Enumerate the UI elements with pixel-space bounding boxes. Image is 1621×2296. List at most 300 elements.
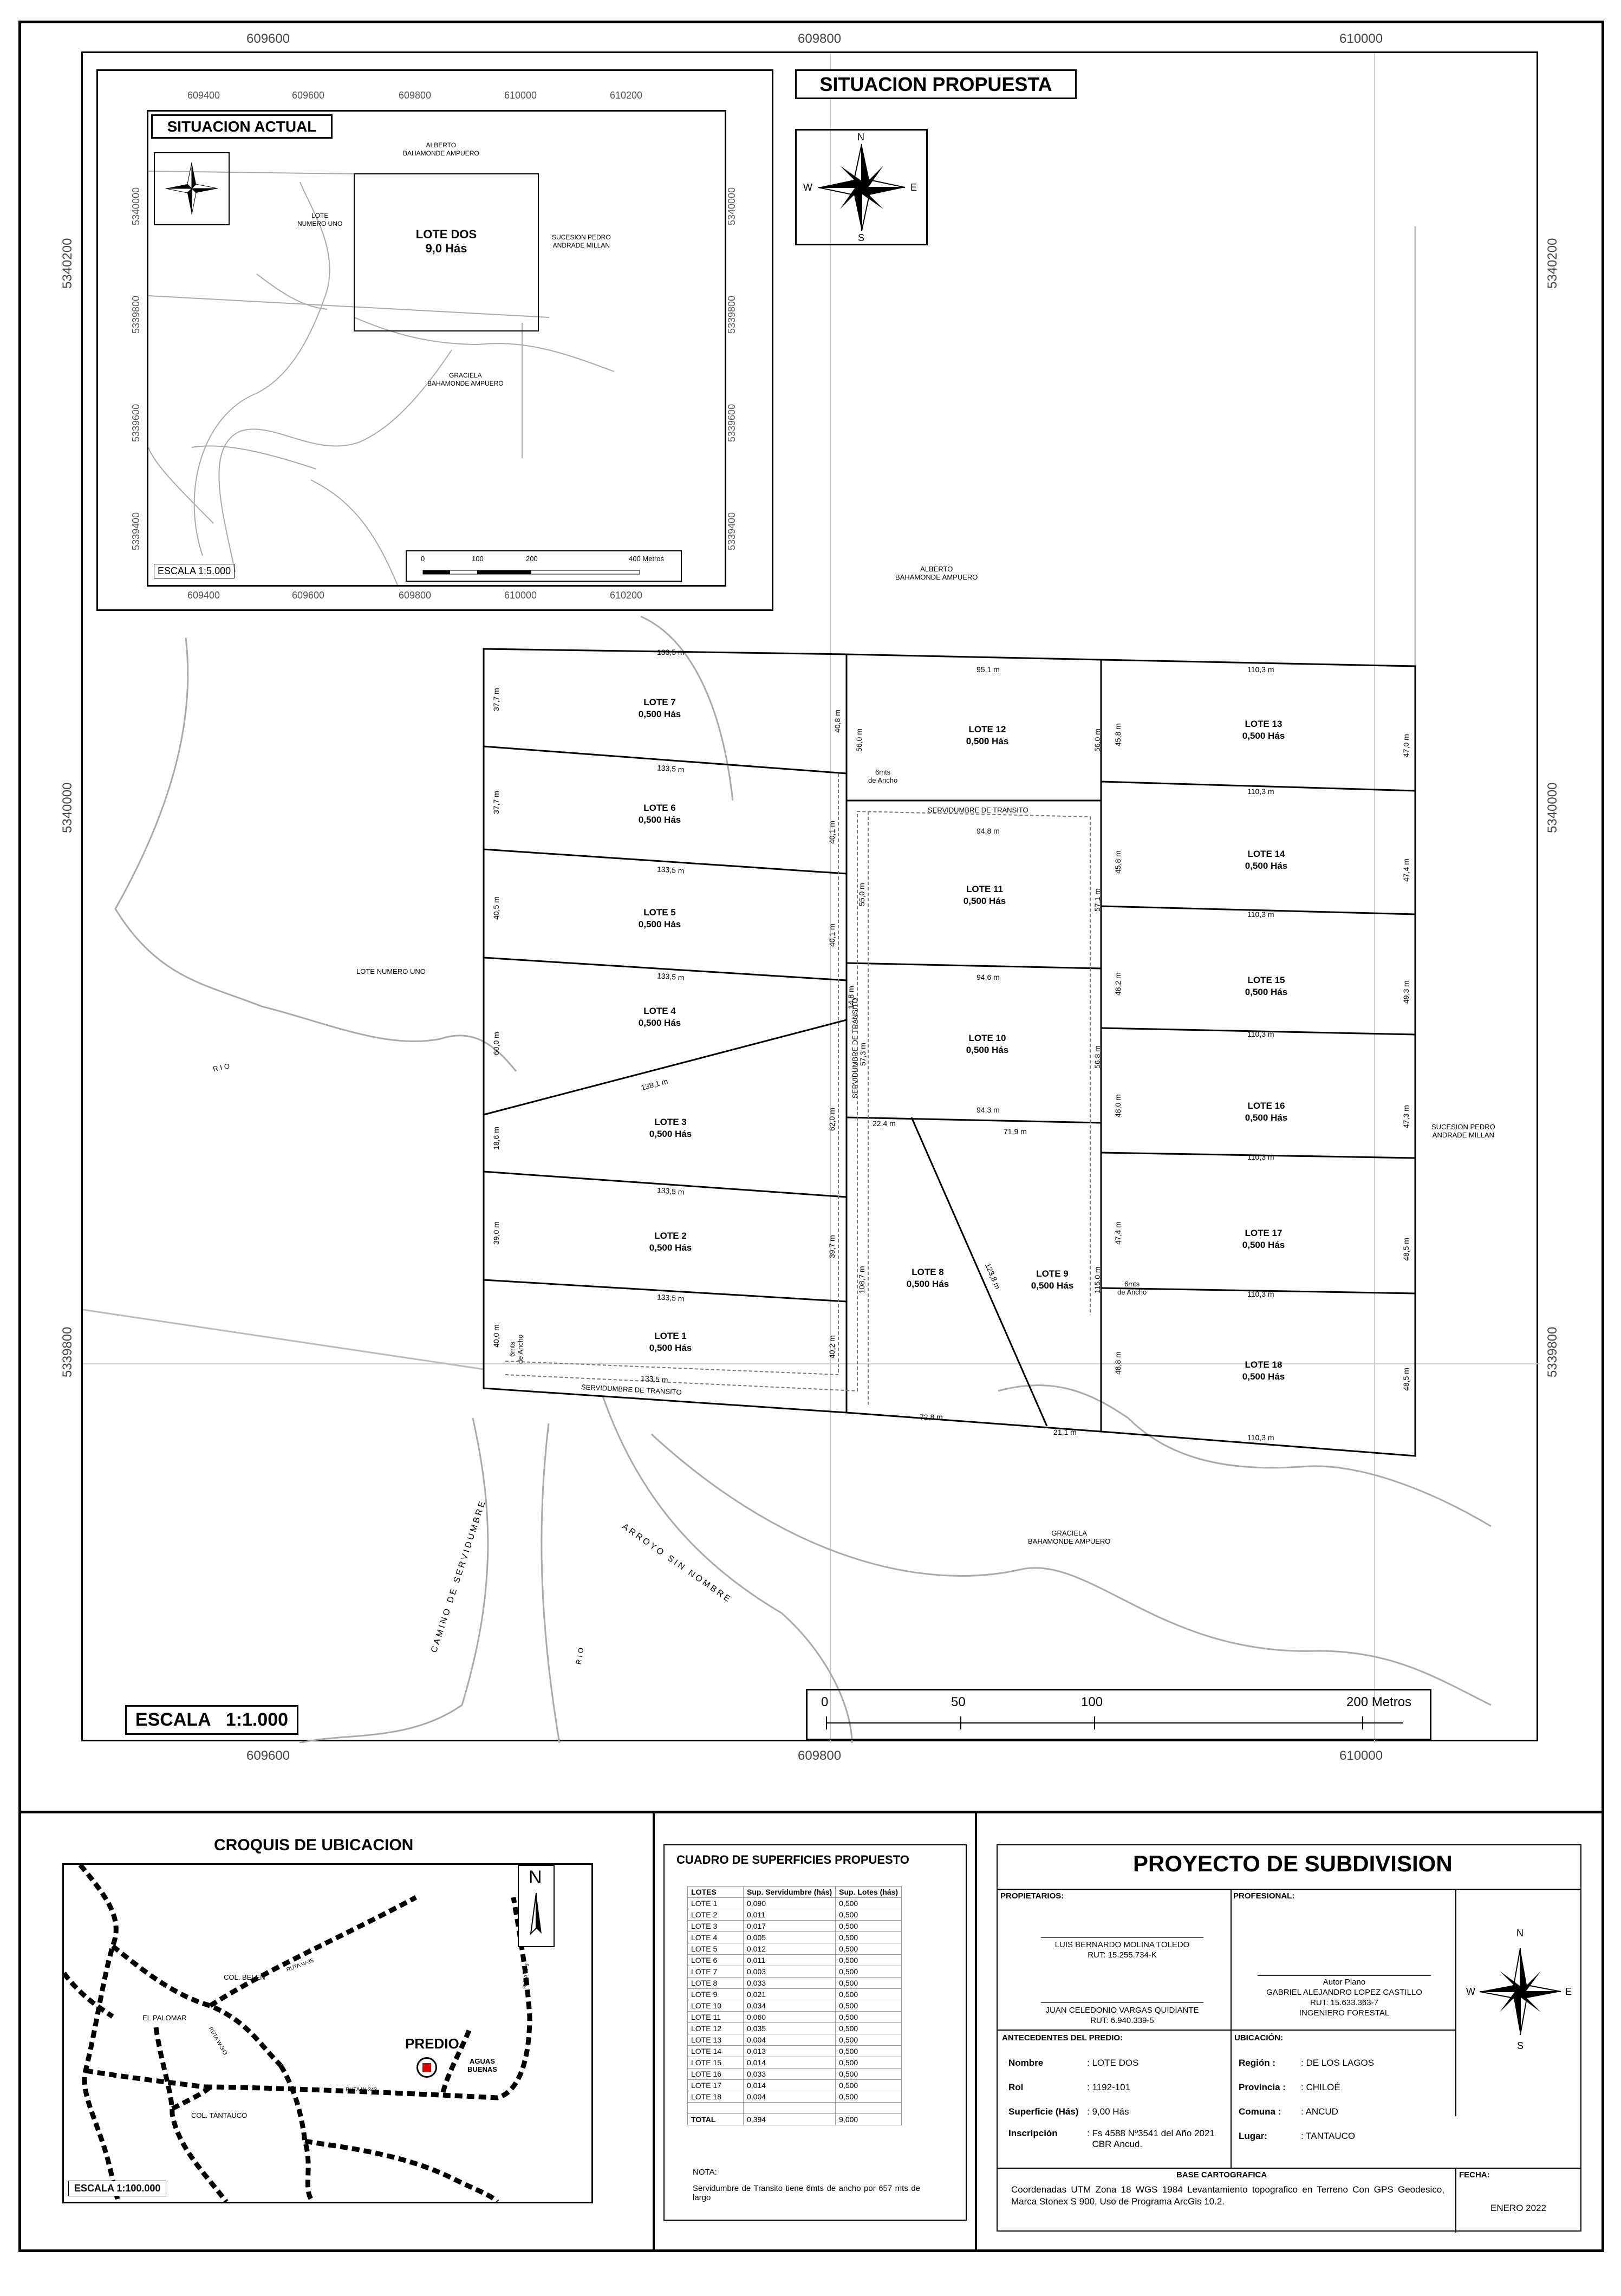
- lot-1-area: 0,500 Hás: [649, 1343, 692, 1353]
- titleblock-compass: [1466, 1928, 1574, 2051]
- rol-value: : 1192-101: [1087, 2082, 1131, 2092]
- scalebar-tick: 100: [1081, 1695, 1103, 1709]
- lot-5-area: 0,500 Hás: [638, 919, 681, 929]
- rol-label: Rol: [1008, 2082, 1024, 2092]
- lugar-label: Lugar:: [1239, 2131, 1267, 2141]
- dim-label: 48,5 m: [1402, 1368, 1410, 1391]
- panel-divider: [653, 1811, 655, 2252]
- cuadro-cell: LOTE 3: [688, 1921, 744, 1932]
- lot-5: [639, 907, 681, 931]
- lot-17-name: LOTE 17: [1245, 1228, 1283, 1238]
- cuadro-cell: LOTE 18: [688, 2091, 744, 2103]
- dim-label: 110,3 m: [1247, 1433, 1274, 1442]
- y-tick-right-1: 5340200: [1545, 238, 1560, 289]
- lot-17-area: 0,500 Hás: [1242, 1240, 1285, 1250]
- neighbor-graciela: GRACIELA BAHAMONDE AMPUERO: [1028, 1529, 1111, 1545]
- cuadro-cell: 0,011: [744, 1909, 836, 1921]
- dim-label: 110,3 m: [1247, 1153, 1274, 1161]
- cuadro-cell: 0,004: [744, 2091, 836, 2103]
- dim-label: 45,8 m: [1114, 850, 1122, 874]
- cuadro-cell: 0,500: [836, 1898, 902, 1909]
- region-value: : DE LOS LAGOS: [1301, 2058, 1375, 2068]
- lot-12-area: 0,500 Hás: [966, 736, 1009, 746]
- dim-label: 37,7 m: [492, 688, 500, 711]
- dim-label: 110,3 m: [1247, 910, 1274, 919]
- inset-graciela: GRACIELA BAHAMONDE AMPUERO: [427, 372, 504, 387]
- lot-12-name: LOTE 12: [968, 724, 1006, 734]
- cuadro-row: [688, 2057, 902, 2069]
- tb-line: [1455, 1889, 1456, 2116]
- main-scale-label: ESCALA 1:1.000: [125, 1705, 298, 1735]
- cuadro-table: [687, 1886, 902, 2125]
- dim-label: 40,8 m: [833, 710, 842, 733]
- inset-y-tick: 5339800: [726, 295, 737, 334]
- route-label: RUTA W-343: [346, 2087, 377, 2093]
- main-map-title: SITUACION PROPUESTA: [795, 69, 1077, 99]
- cuadro-header: Sup. Lotes (hás): [836, 1887, 902, 1898]
- scalebar-tick: 50: [951, 1695, 966, 1709]
- dim-label: 56,0 m: [1093, 729, 1102, 752]
- lot-14-area: 0,500 Hás: [1245, 861, 1288, 871]
- label-ancho-3: 6mts de Ancho: [1117, 1280, 1147, 1296]
- lot-17: [1242, 1227, 1285, 1251]
- prof-rut: RUT: 15.633.363-7: [1310, 1998, 1378, 2007]
- inset-y-tick: 5339800: [131, 295, 141, 334]
- base-text: Coordenadas UTM Zona 18 WGS 1984 Levantamiento topografico en Terreno Con GPS Geodesico, Marca Stonex S 900, Uso de Programa ArcGis 10.2.: [1011, 2184, 1444, 2207]
- superficie-label: Superficie (Hás): [1008, 2106, 1079, 2117]
- inset-y-tick: 5339600: [726, 404, 737, 442]
- cuadro-cell: [744, 2103, 836, 2114]
- cuadro-row: [688, 2034, 902, 2046]
- inset-map: [96, 69, 773, 611]
- cuadro-cell: LOTE 1: [688, 1898, 744, 1909]
- cuadro-row: [688, 2012, 902, 2023]
- cuadro-cell: 0,005: [744, 1932, 836, 1943]
- cuadro-cell: 0,060: [744, 2012, 836, 2023]
- cuadro-cell: 0,500: [836, 1966, 902, 1978]
- inset-y-tick: 5339400: [726, 512, 737, 550]
- dim-label: 48,2 m: [1114, 972, 1122, 996]
- dim-label: 39,7 m: [828, 1235, 836, 1258]
- lot-16-name: LOTE 16: [1247, 1101, 1285, 1111]
- dim-label: 72,8 m: [920, 1413, 943, 1421]
- cuadro-cell: LOTE 4: [688, 1932, 744, 1943]
- cuadro-total-cell: 0,394: [744, 2114, 836, 2125]
- lot-6: [639, 802, 681, 826]
- provincia-value: : CHILOÉ: [1301, 2082, 1340, 2092]
- dim-label: 47,4 m: [1114, 1221, 1122, 1245]
- dim-label: 48,0 m: [1114, 1094, 1122, 1117]
- provincia-label: Provincia :: [1239, 2082, 1286, 2092]
- nombre-label: Nombre: [1008, 2058, 1044, 2068]
- inscripcion-label: Inscripción: [1008, 2128, 1058, 2138]
- dim-label: 94,3 m: [976, 1105, 1000, 1114]
- cuadro-cell: 0,500: [836, 1909, 902, 1921]
- dim-label: 108,7 m: [857, 1266, 866, 1293]
- propietarios-label: PROPIETARIOS:: [1000, 1891, 1064, 1901]
- dim-label: 37,7 m: [492, 791, 500, 814]
- inset-x-tick: 610200: [610, 590, 643, 601]
- cuadro-row: [688, 1909, 902, 1921]
- label-ancho-1: 6mts de Ancho: [868, 768, 898, 784]
- lot-1: [649, 1330, 692, 1354]
- dim-label: 71,9 m: [1004, 1127, 1027, 1136]
- y-tick-right-3: 5339800: [1545, 1326, 1560, 1377]
- prof-title: INGENIERO FORESTAL: [1299, 2008, 1390, 2018]
- compass-n: N: [857, 132, 864, 142]
- dim-label: 123,8 m: [983, 1261, 1002, 1291]
- dim-label: 14,8 m: [847, 986, 855, 1009]
- lot-7-name: LOTE 7: [643, 697, 676, 707]
- cuadro-row: [688, 1989, 902, 2000]
- inset-frame: [147, 110, 726, 587]
- cuadro-row: [688, 2080, 902, 2091]
- lot-11: [964, 883, 1006, 907]
- lot-16-area: 0,500 Hás: [1245, 1113, 1288, 1123]
- inset-lote-dos-area: 9,0 Hás: [425, 242, 467, 255]
- dim-label: 55,0 m: [857, 883, 866, 906]
- tb-line: [1455, 2168, 1456, 2233]
- fecha-value: ENERO 2022: [1490, 2203, 1546, 2213]
- owner2-name: JUAN CELEDONIO VARGAS QUIDIANTE: [1045, 2006, 1199, 2015]
- croquis-north-letter: N: [529, 1867, 542, 1888]
- base-label: BASE CARTOGRAFICA: [1176, 2170, 1267, 2180]
- cuadro-cell: LOTE 2: [688, 1909, 744, 1921]
- lot-4-area: 0,500 Hás: [638, 1018, 681, 1028]
- fecha-label: FECHA:: [1459, 2170, 1490, 2180]
- lot-9: [1031, 1268, 1073, 1292]
- lot-11-area: 0,500 Hás: [963, 896, 1006, 906]
- cuadro-title: CUADRO DE SUPERFICIES PROPUESTO: [676, 1853, 909, 1866]
- inset-y-tick: 5340000: [131, 187, 141, 225]
- label-rio-2: RIO: [574, 1644, 585, 1666]
- lot-5-name: LOTE 5: [643, 907, 676, 918]
- cuadro-row-blank: [688, 2103, 902, 2114]
- signature-line: [1258, 1975, 1431, 1976]
- y-tick-left-2: 5340000: [60, 782, 75, 833]
- lot-14: [1245, 848, 1287, 872]
- dim-label: 39,0 m: [492, 1221, 500, 1245]
- lot-14-name: LOTE 14: [1247, 849, 1285, 859]
- compass-e: E: [910, 182, 917, 193]
- cuadro-cell: 0,014: [744, 2080, 836, 2091]
- owner1-rut: RUT: 15.255.734-K: [1088, 1950, 1157, 1960]
- scalebar-tick: 0: [821, 1695, 829, 1709]
- inset-drawing: [148, 112, 725, 585]
- inset-scale-tick: 100: [472, 555, 484, 563]
- cuadro-total-cell: 9,000: [836, 2114, 902, 2125]
- lot-10-area: 0,500 Hás: [966, 1045, 1009, 1055]
- dim-label: 47,0 m: [1402, 734, 1410, 757]
- cuadro-cell: 0,003: [744, 1966, 836, 1978]
- cuadro-row: [688, 1921, 902, 1932]
- dim-label: 133,5 m: [640, 1374, 669, 1384]
- dim-label: 133,5 m: [657, 648, 685, 656]
- compass-rose-icon: [797, 131, 927, 244]
- cuadro-cell: 0,500: [836, 2012, 902, 2023]
- main-compass: [795, 129, 928, 245]
- autor-label: Autor Plano: [1323, 1978, 1366, 1987]
- tb-line: [998, 2168, 1455, 2169]
- cuadro-row: [688, 1932, 902, 1943]
- lot-16: [1245, 1100, 1287, 1124]
- cuadro-cell: LOTE 10: [688, 2000, 744, 2012]
- signature-line: [1041, 1937, 1203, 1938]
- dim-label: 40,0 m: [492, 1324, 500, 1348]
- dim-label: 48,8 m: [1114, 1351, 1122, 1375]
- dim-label: 110,3 m: [1247, 665, 1274, 674]
- label-arroyo: ARROYO SIN NOMBRE: [620, 1521, 734, 1605]
- label-servidumbre-bottom: SERVIDUMBRE DE TRANSITO: [581, 1383, 682, 1396]
- lot-13-area: 0,500 Hás: [1242, 731, 1285, 741]
- tb-line: [1455, 2168, 1580, 2169]
- lot-8: [907, 1266, 949, 1290]
- antecedentes-label: ANTECEDENTES DEL PREDIO:: [1002, 2033, 1123, 2043]
- dim-label: 133,5 m: [656, 1292, 685, 1303]
- cuadro-cell: LOTE 11: [688, 2012, 744, 2023]
- dim-label: 18,6 m: [492, 1127, 500, 1150]
- compass-s: S: [1517, 2040, 1524, 2051]
- lot-9-name: LOTE 9: [1036, 1269, 1069, 1279]
- superficie-value: : 9,00 Hás: [1087, 2106, 1129, 2117]
- y-tick-left-3: 5339800: [60, 1326, 75, 1377]
- dim-label: 60,0 m: [492, 1032, 500, 1055]
- inset-lote-uno: LOTE NUMERO UNO: [297, 212, 343, 227]
- cuadro-cell: 0,500: [836, 1978, 902, 1989]
- dim-label: 21,1 m: [1053, 1428, 1077, 1436]
- cuadro-cell: LOTE 13: [688, 2034, 744, 2046]
- inset-y-tick: 5339600: [131, 404, 141, 442]
- label-camino: CAMINO DE SERVIDUMBRE: [429, 1498, 488, 1654]
- lot-15-name: LOTE 15: [1247, 975, 1285, 985]
- croquis-title: CROQUIS DE UBICACION: [214, 1836, 414, 1854]
- inset-compass: [154, 152, 230, 225]
- inset-x-tick: 609400: [187, 90, 220, 101]
- inset-alberto: ALBERTO BAHAMONDE AMPUERO: [403, 141, 479, 157]
- compass-rose-icon: [1466, 1932, 1574, 2051]
- dim-label: 133,5 m: [656, 971, 685, 982]
- cuadro-header: LOTES: [688, 1887, 744, 1898]
- owner1-name: LUIS BERNARDO MOLINA TOLEDO: [1054, 1940, 1190, 1949]
- x-tick-bottom-1: 609600: [246, 1748, 290, 1763]
- dim-label: 94,8 m: [976, 827, 1000, 835]
- frame-divider: [18, 1811, 1604, 1813]
- tb-line: [998, 2030, 1455, 2031]
- cuadro-cell: 0,035: [744, 2023, 836, 2034]
- cuadro-note-title: NOTA:: [693, 2168, 717, 2177]
- scalebar-tick: 200 Metros: [1346, 1695, 1412, 1709]
- cuadro-cell: 0,033: [744, 1978, 836, 1989]
- cuadro-note: Servidumbre de Transito tiene 6mts de ancho por 657 mts de largo: [693, 2184, 920, 2202]
- comuna-label: Comuna :: [1239, 2106, 1281, 2117]
- cuadro-cell: LOTE 5: [688, 1943, 744, 1955]
- inset-lote-dos: [416, 227, 477, 256]
- cuadro-cell: 0,500: [836, 1989, 902, 2000]
- dim-label: 40,2 m: [828, 1335, 836, 1358]
- y-tick-left-1: 5340200: [60, 238, 75, 289]
- lot-4-name: LOTE 4: [643, 1006, 676, 1016]
- lot-6-area: 0,500 Hás: [638, 815, 681, 825]
- dim-label: 49,3 m: [1402, 980, 1410, 1004]
- title-block: [997, 1844, 1581, 2232]
- lot-8-area: 0,500 Hás: [906, 1279, 949, 1289]
- cuadro-cell: 0,017: [744, 1921, 836, 1932]
- dim-label: 133,5 m: [656, 864, 685, 875]
- ubicacion-label: UBICACIÓN:: [1234, 2033, 1283, 2043]
- cuadro-cell: LOTE 14: [688, 2046, 744, 2057]
- main-map: [60, 31, 1560, 1763]
- croquis-north: [518, 1865, 555, 1947]
- lot-15-area: 0,500 Hás: [1245, 987, 1288, 997]
- inset-scale-tick: 0: [421, 555, 425, 563]
- place-label: COL. TANTAUCO: [191, 2111, 248, 2119]
- cuadro-cell: 0,500: [836, 2000, 902, 2012]
- inset-scale-label: ESCALA 1:5.000: [154, 564, 235, 578]
- lot-18: [1242, 1359, 1285, 1383]
- dim-label: 62,0 m: [828, 1108, 836, 1131]
- lot-2: [649, 1230, 692, 1254]
- scalebar-drawing: [808, 1690, 1430, 1739]
- x-tick-top-2: 609800: [798, 31, 842, 46]
- compass-e: E: [1565, 1986, 1572, 1997]
- route-label: RUTA W-3: [522, 1963, 530, 1989]
- croquis-predio-label: PREDIO: [405, 2035, 459, 2052]
- place-label: EL PALOMAR: [142, 2014, 187, 2022]
- place-label: AGUAS BUENAS: [467, 2057, 497, 2073]
- compass-w: W: [1466, 1986, 1475, 1997]
- lot-18-name: LOTE 18: [1245, 1360, 1283, 1370]
- inscripcion-value: : Fs 4588 Nº3541 del Año 2021 CBR Ancud.: [1087, 2128, 1215, 2149]
- cuadro-row: [688, 2046, 902, 2057]
- dim-label: 47,4 m: [1402, 858, 1410, 882]
- dim-label: 22,4 m: [873, 1119, 896, 1128]
- route-label: RUTA W-35: [285, 1957, 315, 1973]
- lot-12: [966, 724, 1008, 747]
- neighbor-alberto: ALBERTO BAHAMONDE AMPUERO: [895, 565, 978, 581]
- cuadro-cell: LOTE 12: [688, 2023, 744, 2034]
- dim-label: 110,3 m: [1247, 787, 1274, 796]
- cuadro-row: [688, 1955, 902, 1966]
- region-label: Región :: [1239, 2058, 1275, 2068]
- inset-scale-tick: 200: [526, 555, 538, 563]
- dim-label: 110,3 m: [1247, 1290, 1274, 1298]
- lot-18-area: 0,500 Hás: [1242, 1371, 1285, 1382]
- lot-2-area: 0,500 Hás: [649, 1243, 692, 1253]
- lot-9-area: 0,500 Hás: [1031, 1280, 1074, 1291]
- dim-label: 40,1 m: [828, 923, 836, 947]
- cuadro-cell: 0,500: [836, 1943, 902, 1955]
- cuadro-row: [688, 2023, 902, 2034]
- cuadro-cell: 0,013: [744, 2046, 836, 2057]
- lot-13: [1242, 718, 1285, 742]
- label-servidumbre-vert: SERVIDUMBRE DE TRANSITO: [851, 998, 859, 1098]
- cuadro-cell: LOTE 7: [688, 1966, 744, 1978]
- dim-label: 40,5 m: [492, 896, 500, 920]
- inset-title: SITUACION ACTUAL: [151, 114, 333, 139]
- lot-3-name: LOTE 3: [654, 1117, 687, 1127]
- cuadro-cell: 0,021: [744, 1989, 836, 2000]
- croquis-map: [62, 1863, 593, 2203]
- inset-scalebar: [406, 550, 682, 582]
- dim-label: 110,3 m: [1247, 1030, 1274, 1038]
- profesional-label: PROFESIONAL:: [1233, 1891, 1295, 1901]
- signature-line: [1041, 2002, 1203, 2003]
- x-tick-bottom-3: 610000: [1339, 1748, 1383, 1763]
- inset-y-tick: 5339400: [131, 512, 141, 550]
- cuadro-body: [688, 1898, 902, 2125]
- cuadro-cell: 0,500: [836, 2023, 902, 2034]
- cuadro-cell: LOTE 6: [688, 1955, 744, 1966]
- dim-label: 57,3 m: [858, 1043, 867, 1066]
- cuadro-cell: LOTE 16: [688, 2069, 744, 2080]
- inset-x-tick: 609800: [399, 590, 432, 601]
- dim-label: 133,5 m: [656, 1186, 685, 1196]
- dim-label: 138,1 m: [640, 1076, 669, 1092]
- route-label: RUTA W-343: [207, 2026, 229, 2057]
- dim-label: 95,1 m: [976, 665, 1000, 674]
- inset-sucesion: SUCESION PEDRO ANDRADE MILLAN: [552, 233, 611, 249]
- compass-rose-icon: [155, 153, 229, 224]
- cuadro-row: [688, 2091, 902, 2103]
- cuadro-row: [688, 1943, 902, 1955]
- cuadro-cell: LOTE 9: [688, 1989, 744, 2000]
- cuadro-row: [688, 2069, 902, 2080]
- cuadro-cell: 0,011: [744, 1955, 836, 1966]
- lugar-value: : TANTAUCO: [1301, 2131, 1356, 2141]
- cuadro-cell: 0,090: [744, 1898, 836, 1909]
- cuadro-cell: LOTE 17: [688, 2080, 744, 2091]
- inset-x-tick: 609800: [399, 90, 432, 101]
- cuadro-header: Sup. Servidumbre (hás): [744, 1887, 836, 1898]
- cuadro-cell: 0,033: [744, 2069, 836, 2080]
- tb-line: [998, 1889, 1580, 1890]
- cuadro-cell: 0,034: [744, 2000, 836, 2012]
- prof-name: GABRIEL ALEJANDRO LOPEZ CASTILLO: [1266, 1988, 1422, 1997]
- dim-label: 133,5 m: [656, 763, 685, 774]
- lot-15: [1245, 974, 1287, 998]
- predio-marker-icon: [416, 2057, 437, 2078]
- cuadro-cell: 0,012: [744, 1943, 836, 1955]
- tb-line: [1231, 1889, 1232, 2168]
- nombre-value: : LOTE DOS: [1087, 2058, 1139, 2068]
- inset-x-tick: 609400: [187, 590, 220, 601]
- lot-3-area: 0,500 Hás: [649, 1129, 692, 1139]
- cuadro-cell: [836, 2103, 902, 2114]
- cuadro-total-row: [688, 2114, 902, 2125]
- dim-label: 57,1 m: [1093, 888, 1102, 912]
- main-scalebar: [806, 1689, 1431, 1740]
- cuadro-cell: [688, 2103, 744, 2114]
- dim-label: 56,8 m: [1093, 1045, 1102, 1069]
- cuadro-total-cell: TOTAL: [688, 2114, 744, 2125]
- inset-scale-tick: 400 Metros: [629, 555, 665, 563]
- label-rio-1: RIO: [212, 1061, 233, 1074]
- cuadro-cell: 0,500: [836, 1932, 902, 1943]
- lot-7: [639, 697, 681, 720]
- lot-13-name: LOTE 13: [1245, 719, 1283, 729]
- lot-4: [639, 1005, 681, 1029]
- place-label: COL. BELEN: [224, 1973, 265, 1981]
- cuadro-cell: 0,500: [836, 1955, 902, 1966]
- lot-2-name: LOTE 2: [654, 1231, 687, 1241]
- compass-w: W: [803, 182, 812, 193]
- cuadro-cell: 0,014: [744, 2057, 836, 2069]
- lot-1-name: LOTE 1: [654, 1331, 687, 1341]
- lot-10-name: LOTE 10: [968, 1033, 1006, 1043]
- north-arrow-icon: [519, 1890, 554, 1944]
- panel-divider: [975, 1811, 977, 2252]
- comuna-value: : ANCUD: [1301, 2106, 1338, 2117]
